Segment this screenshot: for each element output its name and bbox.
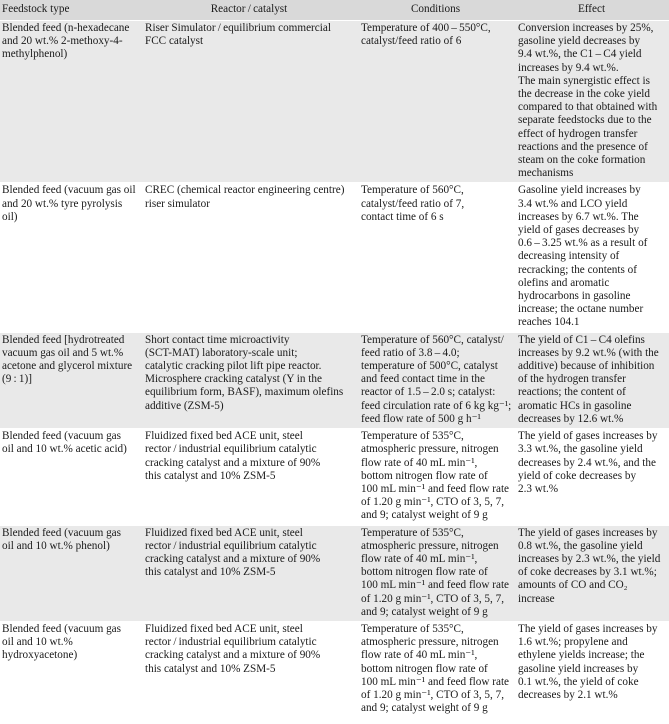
cell-line: Temperature of 560°C,: [361, 184, 464, 197]
cell-line: mechanisms: [518, 167, 574, 180]
cell-line: Gasoline yield increases by: [518, 184, 641, 197]
cell-line: The yield of gases increases by: [518, 526, 658, 539]
cell-line: 9.4 wt.%, the C1 – C4 yield: [518, 48, 642, 61]
cell-line: feed circulation rate of 6 kg kg⁻¹;: [361, 399, 512, 412]
cell-line: effect of hydrogen transfer: [518, 127, 638, 140]
cell-line: of coke decreases by 3.1 wt.%;: [518, 566, 657, 579]
cell-conditions: [357, 21, 514, 183]
cell-line: of 1.20 g min⁻¹, CTO of 3, 5, 7,: [361, 496, 504, 509]
cell-line: The main synergistic effect is: [518, 74, 650, 87]
cell-line: 0.8 wt.%, the gasoline yield: [518, 539, 643, 552]
cell-line: cracking catalyst and a mixture of 90%: [145, 649, 321, 662]
cell-line: reactions; the content of: [518, 386, 626, 399]
cell-line: and feed contact time in the: [361, 373, 485, 386]
table-row: [0, 525, 669, 621]
cell-line: Blended feed (vacuum gas: [2, 526, 121, 539]
cell-line: Temperature of 535°C,: [361, 622, 464, 635]
cell-line: decreases by 12.6 wt.%: [518, 412, 624, 425]
cell-line: decreasing intensity of: [518, 250, 620, 263]
cell-line: flow rate of 40 mL min⁻¹,: [361, 649, 478, 662]
cell-effect: [514, 183, 669, 332]
cell-effect: [514, 525, 669, 621]
cell-line: temperature of 500°C, catalyst: [361, 360, 498, 373]
cell-line: oil and 10 wt.% acetic acid): [2, 443, 127, 456]
cell-line: and 9; catalyst weight of 9 g: [361, 605, 488, 618]
cell-line: bottom nitrogen flow rate of: [361, 662, 488, 675]
cell-line: Temperature of 535°C,: [361, 526, 464, 539]
cell-feedstock: [0, 429, 141, 525]
cell-reactor: [141, 429, 357, 525]
cell-line: Temperature of 535°C,: [361, 430, 464, 443]
cell-line: catalyst/feed ratio of 6: [361, 35, 462, 48]
cell-line: vacuum gas oil and 5 wt.%: [2, 346, 124, 359]
cell-line: compared to that obtained with: [518, 101, 658, 114]
cell-line: and 20 wt.% tyre pyrolysis: [2, 197, 123, 210]
cell-line: this catalyst and 10% ZSM-5: [145, 662, 276, 675]
cell-line: equilibrium form, BASF), maximum olefins: [145, 386, 344, 399]
cell-line: increases by 6.7 wt.%. The: [518, 210, 639, 223]
cell-reactor: [141, 21, 357, 183]
cell-line: atmospheric pressure, nitrogen: [361, 539, 499, 552]
cell-line: methylphenol): [2, 48, 68, 61]
header-conditions: Conditions: [357, 0, 514, 21]
cell-line: CREC (chemical reactor engineering centre): [145, 184, 345, 197]
header-reactor: Reactor / catalyst: [141, 0, 357, 21]
cell-line: of the hydrogen transfer: [518, 373, 626, 386]
cell-line: 100 mL min⁻¹ and feed flow rate: [361, 579, 510, 592]
cell-line: oil): [2, 210, 18, 223]
cell-line: contact time of 6 s: [361, 210, 444, 223]
cell-line: aromatic HCs in gasoline: [518, 399, 632, 412]
table-row: [0, 21, 669, 183]
cell-effect: [514, 621, 669, 717]
table-row: [0, 621, 669, 717]
cell-line: FCC catalyst: [145, 35, 204, 48]
table-row: [0, 332, 669, 428]
cell-line: flow rate of 40 mL min⁻¹,: [361, 552, 478, 565]
cell-feedstock: [0, 183, 141, 332]
cell-line: (9 : 1)]: [2, 373, 32, 386]
cell-line: and 20 wt.% 2-methoxy-4-: [2, 35, 123, 48]
cell-line: olefins and aromatic: [518, 276, 610, 289]
cell-reactor: [141, 183, 357, 332]
cell-line: oil and 10 wt.% phenol): [2, 539, 110, 552]
cell-feedstock: [0, 621, 141, 717]
cell-line: Blended feed (n-hexadecane: [2, 22, 130, 34]
cell-line: yield of gases decreases by: [518, 224, 640, 237]
cell-line: this catalyst and 10% ZSM-5: [145, 469, 276, 482]
header-row: [0, 0, 669, 21]
cell-line: 100 mL min⁻¹ and feed flow rate: [361, 482, 510, 495]
cell-line: catalytic cracking pilot lift pipe reactor.: [145, 360, 322, 373]
cell-line: Short contact time microactivity: [145, 333, 290, 346]
cell-line: increases by 2.3 wt.%, the yield: [518, 552, 661, 565]
cell-conditions: [357, 332, 514, 428]
cell-line: The yield of gases increases by: [518, 430, 658, 443]
table-row: [0, 429, 669, 525]
cell-line: increases by 9.2 wt.% (with the: [518, 346, 659, 359]
table-header: [0, 0, 669, 21]
cell-line: Conversion increases by 25%,: [518, 22, 654, 34]
cell-line: Blended feed (vacuum gas: [2, 430, 121, 443]
cell-line: The yield of C1 – C4 olefins: [518, 333, 645, 346]
cell-line: Blended feed (vacuum gas oil: [2, 184, 136, 197]
cell-line: of 1.20 g min⁻¹, CTO of 3, 5, 7,: [361, 592, 504, 605]
cell-line: rector / industrial equilibrium catalytic: [145, 443, 317, 456]
cell-line: catalyst/feed ratio of 7,: [361, 197, 465, 210]
cell-line: steam on the coke formation: [518, 154, 646, 167]
cell-line: rector / industrial equilibrium catalytic: [145, 539, 317, 552]
cell-line: increases by 9.4 wt.%.: [518, 61, 619, 74]
cell-line: 3.4 wt.% and LCO yield: [518, 197, 628, 210]
cell-line: this catalyst and 10% ZSM-5: [145, 566, 276, 579]
cell-line: additive (ZSM-5): [145, 399, 224, 412]
cell-line: hydroxyacetone): [2, 649, 78, 662]
cell-line: Blended feed (vacuum gas: [2, 622, 121, 635]
cell-line: Fluidized fixed bed ACE unit, steel: [145, 622, 303, 635]
cell-line: flow rate of 40 mL min⁻¹,: [361, 456, 478, 469]
cell-line: rector / industrial equilibrium catalytic: [145, 636, 317, 649]
cell-line: 1.6 wt.%; propylene and: [518, 636, 628, 649]
cell-feedstock: [0, 21, 141, 183]
cell-reactor: [141, 621, 357, 717]
header-effect: Effect: [514, 0, 669, 21]
cell-reactor: [141, 332, 357, 428]
table-body: [0, 21, 669, 718]
cell-line: bottom nitrogen flow rate of: [361, 566, 488, 579]
cell-feedstock: [0, 332, 141, 428]
cell-line: decreases by 2.1 wt.%: [518, 688, 618, 701]
cell-line: riser simulator: [145, 197, 210, 210]
cell-line: atmospheric pressure, nitrogen: [361, 443, 499, 456]
cell-line: bottom nitrogen flow rate of: [361, 469, 488, 482]
cell-line: atmospheric pressure, nitrogen: [361, 636, 499, 649]
cell-line: Riser Simulator / equilibrium commercial: [145, 22, 331, 34]
cell-line: feed ratio of 3.8 – 4.0;: [361, 346, 460, 359]
cell-line: 100 mL min⁻¹ and feed flow rate: [361, 675, 510, 688]
cell-line: The yield of gases increases by: [518, 622, 658, 635]
cell-line: decreases by 2.4 wt.%, and the: [518, 456, 656, 469]
cell-line: of 1.20 g min⁻¹, CTO of 3, 5, 7,: [361, 688, 504, 701]
cell-conditions: [357, 183, 514, 332]
cell-line: additive) because of inhibition: [518, 360, 655, 373]
cell-line: acetone and glycerol mixture: [2, 360, 133, 373]
cell-line: reaches 104.1: [518, 316, 580, 329]
cell-line: (SCT-MAT) laboratory-scale unit;: [145, 346, 298, 359]
cell-effect: [514, 429, 669, 525]
cell-line: ethylene yields increase; the: [518, 649, 645, 662]
cell-line: Microsphere cracking catalyst (Y in the: [145, 373, 322, 386]
cell-line: gasoline yield decreases by: [518, 35, 641, 48]
cell-line: 0.6 – 3.25 wt.% as a result of: [518, 237, 648, 250]
cell-line: Blended feed [hydrotreated: [2, 333, 125, 346]
cell-line: feed flow rate of 500 g h⁻¹: [361, 412, 481, 425]
cell-line: cracking catalyst and a mixture of 90%: [145, 456, 321, 469]
cell-feedstock: [0, 525, 141, 621]
cell-line: Fluidized fixed bed ACE unit, steel: [145, 430, 303, 443]
cell-line: and 9; catalyst weight of 9 g: [361, 509, 488, 522]
cell-line: 2.3 wt.%: [518, 482, 559, 495]
cell-line: hydrocarbons in gasoline: [518, 290, 631, 303]
cell-line: Fluidized fixed bed ACE unit, steel: [145, 526, 303, 539]
cell-conditions: [357, 429, 514, 525]
cell-effect: [514, 332, 669, 428]
cell-conditions: [357, 525, 514, 621]
cell-line: increase; the octane number: [518, 303, 644, 316]
cell-line: 0.1 wt.%, the yield of coke: [518, 675, 639, 688]
cell-line: yield of coke decreases by: [518, 469, 637, 482]
cell-line: reactions and the presence of: [518, 140, 648, 153]
cell-conditions: [357, 621, 514, 717]
cell-line: and 9; catalyst weight of 9 g: [361, 702, 488, 715]
cell-line: Temperature of 560°C, catalyst/: [361, 333, 504, 346]
cell-line: gasoline yield increases by: [518, 662, 639, 675]
cell-line: cracking catalyst and a mixture of 90%: [145, 552, 321, 565]
cell-line: recracking; the contents of: [518, 263, 637, 276]
cell-line: amounts of CO and CO₂: [518, 579, 628, 592]
cell-line: the decrease in the coke yield: [518, 88, 651, 101]
cell-line: Temperature of 400 – 550°C,: [361, 22, 491, 34]
cell-line: reactor of 1.5 – 2.0 s; catalyst:: [361, 386, 496, 399]
cell-line: separate feedstocks due to the: [518, 114, 652, 127]
header-feedstock: Feedstock type: [0, 0, 141, 21]
table-row: [0, 183, 669, 332]
cell-line: increase: [518, 592, 555, 605]
cell-line: oil and 10 wt.%: [2, 636, 73, 649]
cell-effect: [514, 21, 669, 183]
cell-line: 3.3 wt.%, the gasoline yield: [518, 443, 643, 456]
cell-reactor: [141, 525, 357, 621]
